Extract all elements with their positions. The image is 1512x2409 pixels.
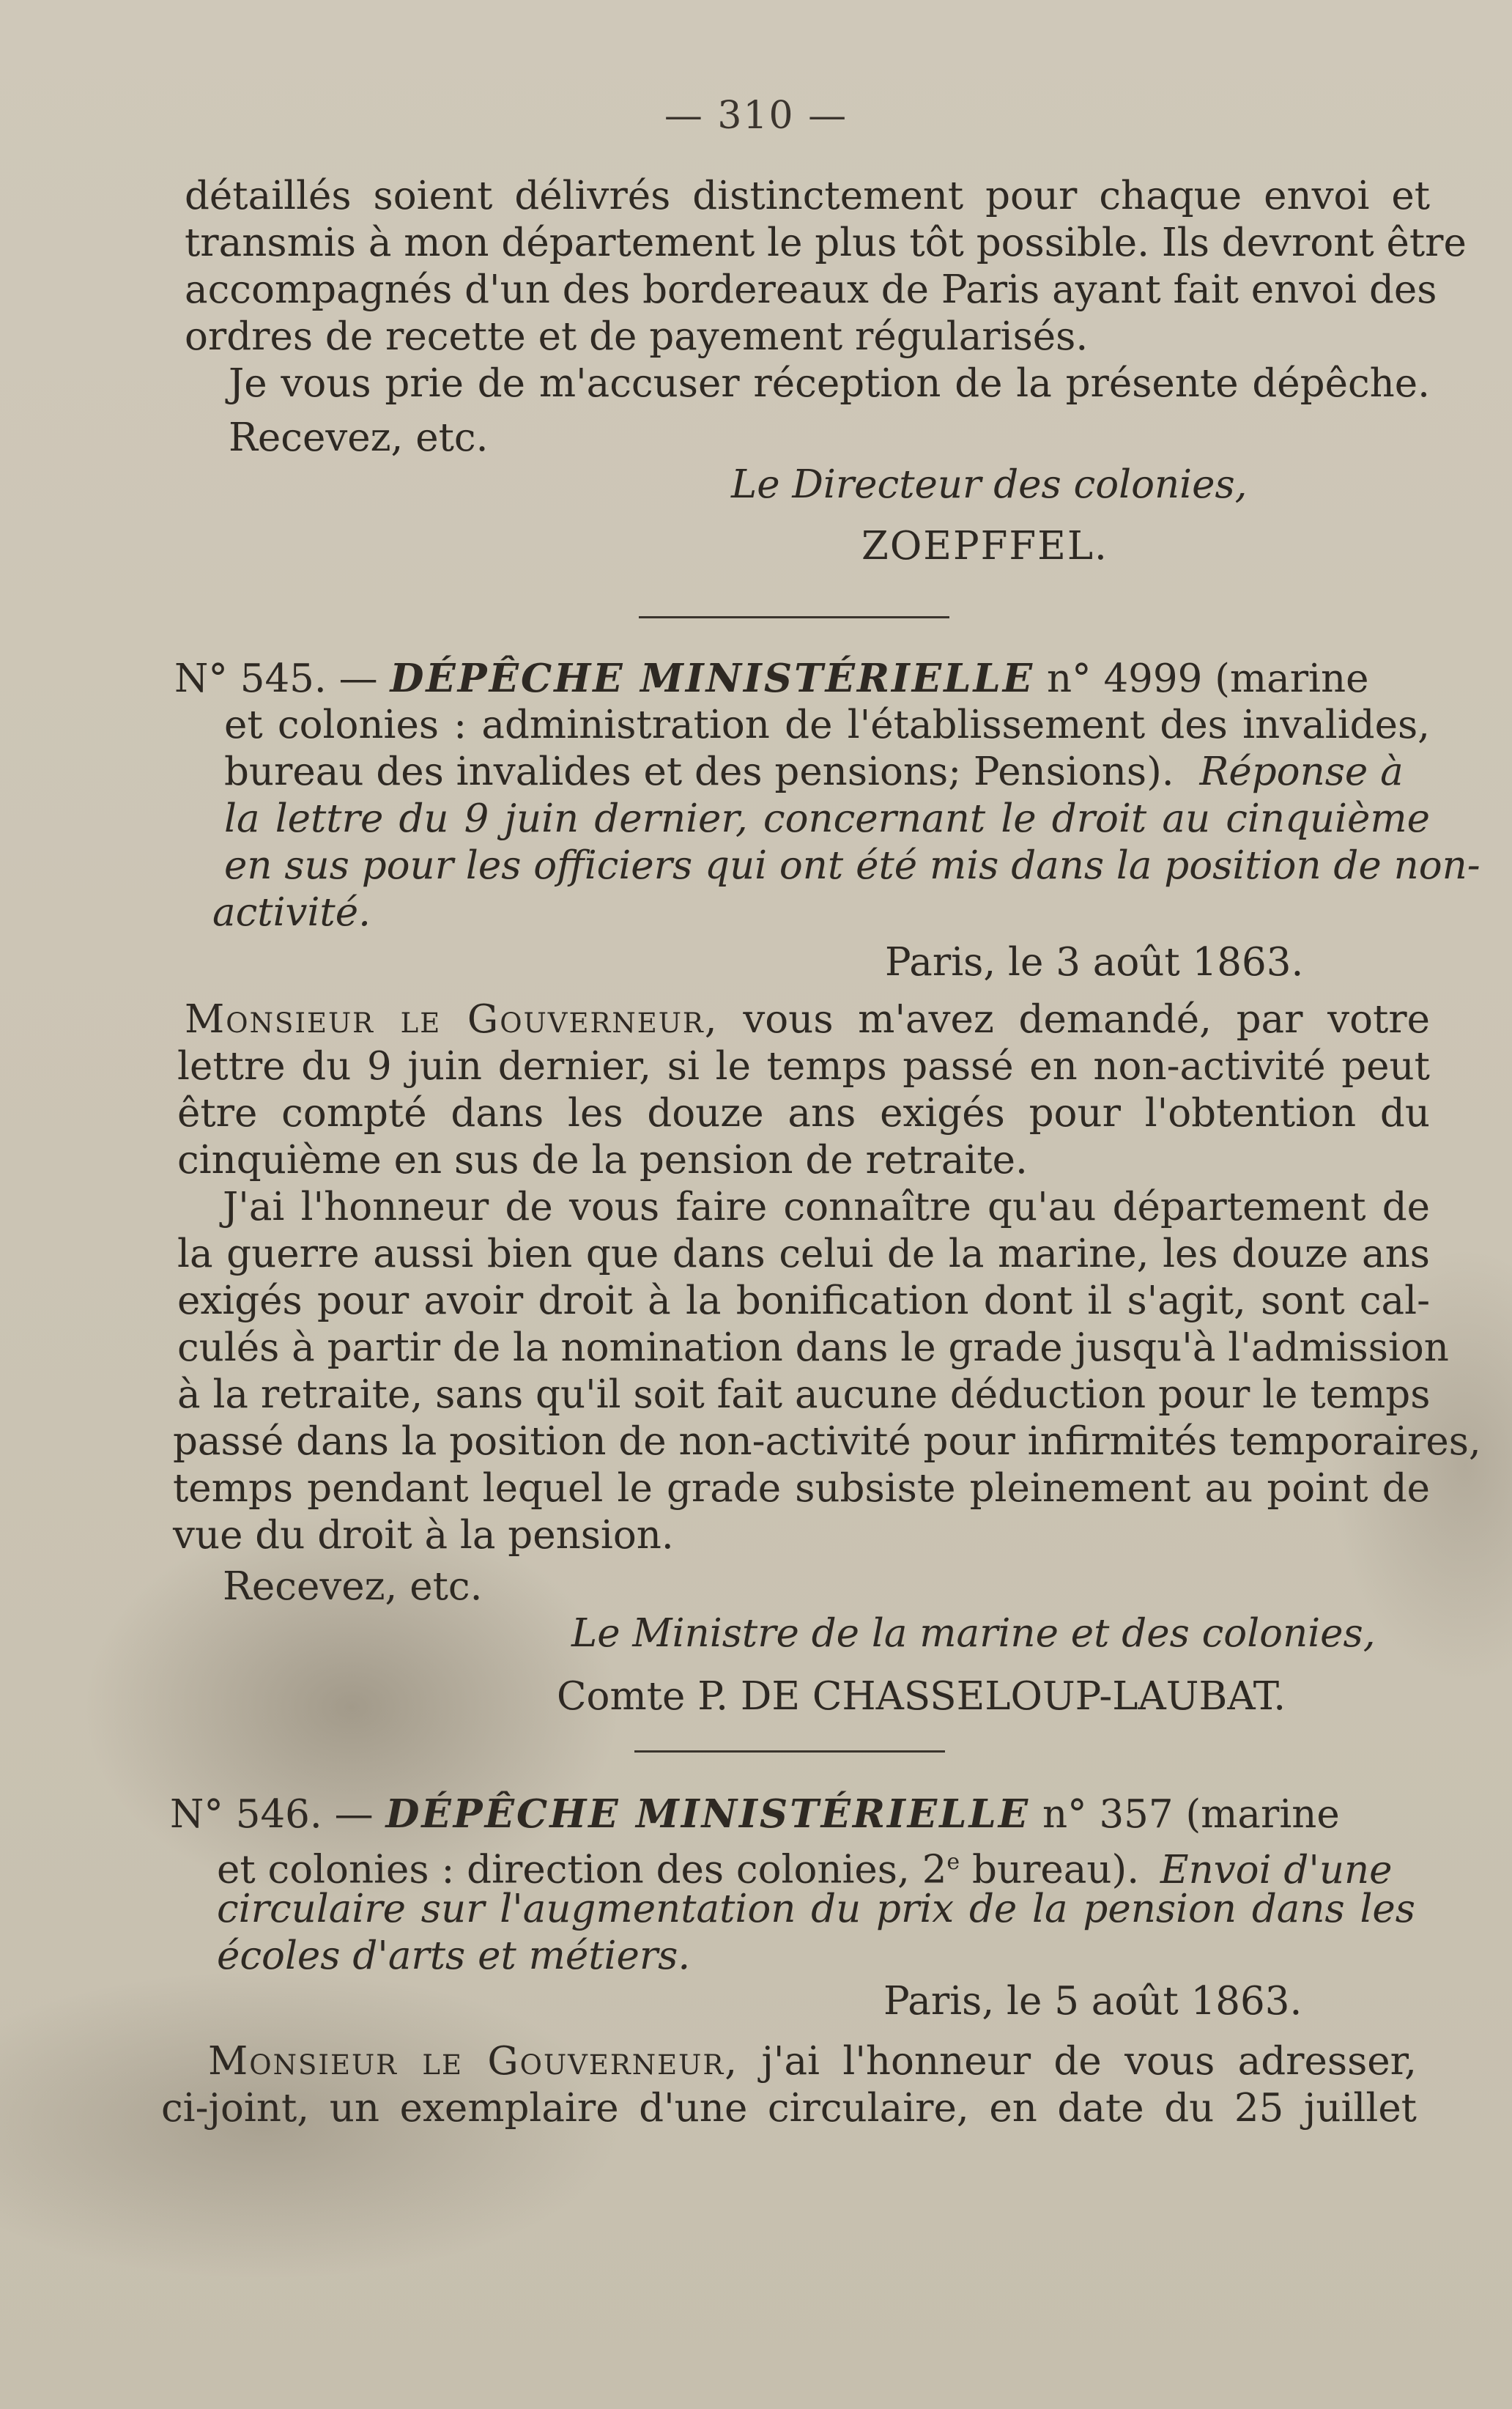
- text-fragment: bureau des invalides et des pensions; Pensions).: [224, 750, 1174, 794]
- section-divider: [634, 1750, 945, 1753]
- closing-text: Recevez, etc.: [223, 1564, 483, 1609]
- subject-line: circulaire sur l'augmentation du prix de la pension dans les: [217, 1887, 1415, 1931]
- text-line: accompagnés d'un des bordereaux de Paris ayant fait envoi des: [185, 267, 1437, 312]
- dispatch-number: N° 546. —: [170, 1792, 374, 1837]
- page-number: — 310 —: [664, 94, 848, 138]
- subject-line: activité.: [212, 890, 371, 935]
- signature-name: Comte P. DE CHASSELOUP-LAUBAT.: [557, 1674, 1286, 1719]
- subject-line: la lettre du 9 juin dernier, concernant le droit au cinquième: [224, 796, 1430, 841]
- text-line: cinquième en sus de la pension de retraite.: [177, 1138, 1028, 1183]
- text-line: vue du droit à la pension.: [173, 1513, 674, 1558]
- text-fragment: vous m'avez demandé, par votre: [743, 997, 1430, 1042]
- text-fragment: bureau).: [960, 1847, 1140, 1892]
- salutation: Monsieur le Gouverneur,: [185, 997, 719, 1042]
- text-line: Je vous prie de m'accuser réception de la présente dépêche.: [229, 361, 1430, 406]
- dispatch-title: DÉPÊCHE MINISTÉRIELLE: [390, 656, 1035, 701]
- text-line: passé dans la position de non-activité pour infirmités temporaires,: [173, 1419, 1481, 1464]
- text-line: être compté dans les douze ans exigés pour l'obtention du: [177, 1091, 1430, 1136]
- text-line: [224, 750, 1404, 794]
- text-line: lettre du 9 juin dernier, si le temps passé en non-activité peut: [177, 1044, 1430, 1089]
- subject-start: Réponse à: [1199, 750, 1404, 794]
- text-line: [217, 1840, 1393, 1892]
- text-fragment: j'ai l'honneur de vous adresser,: [761, 2039, 1417, 2084]
- text-line: ordres de recette et de payement régularisés.: [185, 314, 1089, 359]
- dispatch-date: Paris, le 5 août 1863.: [883, 1979, 1302, 2024]
- dispatch-date: Paris, le 3 août 1863.: [885, 940, 1304, 985]
- dispatch-title: DÉPÊCHE MINISTÉRIELLE: [385, 1791, 1031, 1837]
- signature-title: Le Ministre de la marine et des colonies,: [571, 1611, 1376, 1656]
- text-line: temps pendant lequel le grade subsiste pleinement au point de: [173, 1466, 1430, 1511]
- text-line: et colonies : administration de l'établissement des invalides,: [224, 703, 1430, 747]
- text-line: [185, 998, 1430, 1042]
- subject-line: en sus pour les officiers qui ont été mis dans la position de non-: [224, 843, 1480, 888]
- text-line: ci-joint, un exemplaire d'une circulaire, en date du 25 juillet: [161, 2086, 1417, 2131]
- section-divider: [639, 616, 949, 618]
- signature-name: ZOEPFFEL.: [861, 524, 1108, 569]
- closing-text: Recevez, etc.: [229, 415, 489, 460]
- text-line: J'ai l'honneur de vous faire connaître qu'au département de: [223, 1185, 1430, 1229]
- dispatch-heading: [170, 1792, 1340, 1837]
- superscript: e: [946, 1849, 960, 1875]
- signature-title: Le Directeur des colonies,: [731, 462, 1248, 507]
- text-line: la guerre aussi bien que dans celui de la marine, les douze ans: [177, 1232, 1430, 1276]
- salutation: Monsieur le Gouverneur,: [208, 2039, 739, 2084]
- text-fragment: et colonies : direction des colonies, 2: [217, 1847, 947, 1892]
- subject-start: Envoi d'une: [1160, 1847, 1393, 1892]
- text-line: culés à partir de la nomination dans le grade jusqu'à l'admission: [177, 1325, 1449, 1370]
- dispatch-number: N° 545. —: [174, 656, 378, 701]
- subject-line: écoles d'arts et métiers.: [217, 1934, 691, 1978]
- dispatch-heading: [174, 656, 1369, 701]
- text-line: à la retraite, sans qu'il soit fait aucune déduction pour le temps: [177, 1372, 1431, 1417]
- text-line: exigés pour avoir droit à la bonification dont il s'agit, sont cal-: [177, 1278, 1430, 1323]
- text-line: transmis à mon département le plus tôt possible. Ils devront être: [185, 221, 1467, 265]
- text-line: [208, 2040, 1417, 2084]
- dispatch-reference: n° 4999 (marine: [1046, 656, 1369, 701]
- dispatch-reference: n° 357 (marine: [1042, 1792, 1340, 1837]
- text-line: détaillés soient délivrés distinctement pour chaque envoi et: [185, 174, 1430, 218]
